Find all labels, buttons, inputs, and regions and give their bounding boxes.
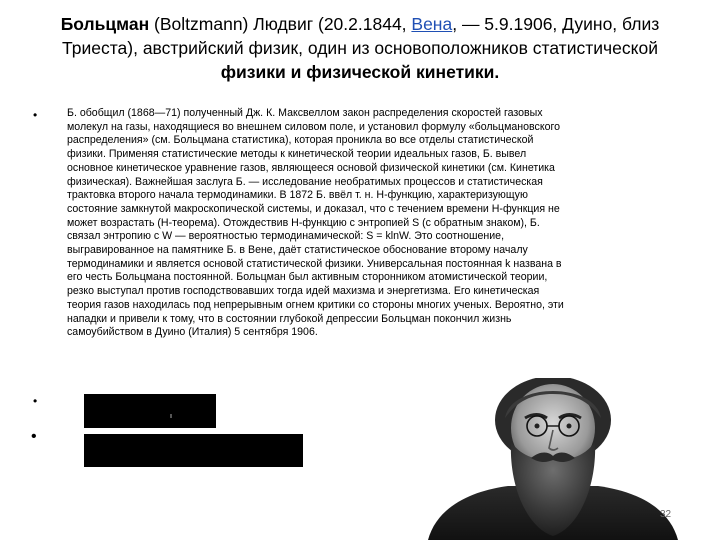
slide-heading — [20, 12, 700, 84]
paragraph-line: молекул на газы, находящиеся во внешнем силовом поле, и установил формулу «больцмановского — [67, 120, 561, 133]
paragraph-line: распределения» (см. Больцмана статистика), которая проникла во все отделы статистической — [67, 134, 534, 147]
paragraph-line: нападки и привели к тому, что в состоянии глубокой депрессии Больцман покончил жизнь — [67, 312, 512, 325]
heading-line-1 — [20, 12, 700, 36]
redaction-mark — [170, 414, 172, 418]
portrait-drawing — [423, 378, 681, 540]
heading-line1-text: (Boltzmann) Людвиг (20.2.1844, — [149, 14, 412, 34]
heading-line1-after-link: , — 5.9.1906, Дуино, близ — [452, 14, 660, 34]
heading-name: Больцман — [60, 14, 150, 34]
paragraph-line: может возрастать (Н-теорема). Отождествив Н-функцию с энтропией S (с обратным знаком), Б. — [67, 216, 540, 229]
redacted-block-1 — [84, 394, 216, 428]
biography-paragraph — [67, 107, 679, 340]
paragraph-line: Б. обобщил (1868—71) полученный Дж. К. Максвеллом закон распределения скоростей газовых — [67, 107, 543, 119]
vienna-link[interactable]: Вена — [411, 14, 453, 34]
boltzmann-portrait-image — [423, 378, 681, 540]
bullet-marker-3: • — [31, 428, 37, 445]
paragraph-line: самоубийством в Дуино (Италия) 5 сентября 1906. — [67, 326, 318, 339]
paragraph-line: его честь Больцмана постоянной. Больцман был активным сторонником атомистической теории, — [67, 271, 548, 284]
redacted-block-2 — [84, 434, 303, 467]
bullet-marker-2: • — [33, 394, 38, 408]
paragraph-line: физическая). Важнейшая заслуга Б. — исследование необратимых процессов и статистическая — [67, 175, 543, 188]
paragraph-line: основное кинетическое уравнение газов, являющееся основой физической кинетики (см. Кинетика — [67, 161, 555, 174]
paragraph-line: трактовка второго начала термодинамики. В 1872 Б. ввёл т. н. Н-функцию, характеризующую — [67, 189, 528, 202]
page-number: 32 — [660, 509, 672, 520]
paragraph-line: выгравированное на памятнике Б. в Вене, даёт статистическое обоснование второму началу — [67, 244, 528, 257]
paragraph-line: термодинамики и является основой статистической физики. Универсальная постоянная k названа в — [67, 257, 562, 270]
heading-line-3: физики и физической кинетики. — [220, 62, 500, 82]
paragraph-line: резко выступал против господствовавших тогда идей махизма и энергетизма. Его кинетическая — [67, 285, 540, 298]
bullet-marker-1: • — [33, 108, 38, 122]
paragraph-line: физики. Применяя статистические методы к кинетической теории идеальных газов, Б. вывел — [67, 148, 527, 161]
paragraph-line: состояние замкнутой макроскопической системы, и доказал, что с течением времени Н-функция не — [67, 202, 560, 215]
paragraph-line: теория газов находилась под непрерывным огнем критики со стороны многих ученых. Вероятно, эти — [67, 298, 564, 311]
paragraph-line: связал энтропию с W — вероятностью термодинамической: S = klnW. Это соотношение, — [67, 230, 505, 243]
heading-line-2: Триеста), австрийский физик, один из основоположников статистической — [62, 38, 658, 58]
